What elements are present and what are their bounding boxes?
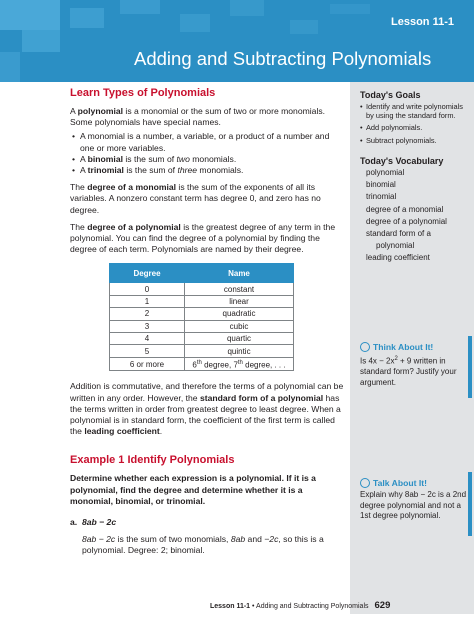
term-degree-monomial: degree of a monomial	[87, 182, 177, 193]
think-title: Think About It!	[373, 342, 434, 352]
table-row	[110, 345, 294, 357]
standard-form-text-end: .	[159, 426, 163, 437]
degree-polynomial-paragraph: The degree of a polynomial is the greatest degree of any term in the polynomial. You can find the degree of a polynomial by finding the degree of each term. Polynomials are named by their degree.	[70, 221, 336, 255]
answer-text-2: and	[245, 534, 265, 545]
table-row	[110, 308, 294, 320]
banner-tile	[330, 4, 370, 14]
standard-form-text-2: has the terms written in order from greatest degree to least degree. When a polynomial is in standard form, the coefficient of the first term is called the	[70, 392, 341, 437]
trinomial-emphasis: three	[177, 165, 198, 176]
table-header-degree: Degree	[110, 264, 185, 283]
definition-list	[70, 131, 346, 176]
degree-table	[109, 263, 294, 371]
learn-label: Learn	[70, 87, 100, 99]
vocab-title: Today's Vocabulary	[360, 156, 444, 166]
banner-tile	[180, 14, 210, 32]
vocab-item[interactable]: standard form of a	[366, 229, 431, 239]
banner-tile	[22, 30, 60, 52]
term-standard-form: standard form of a polynomial	[199, 392, 324, 403]
term-leading-coefficient: leading coefficient	[84, 426, 160, 437]
learn-heading	[70, 86, 346, 100]
degree-polynomial-text: is the greatest degree of any term in the polynomial. You can find the degree of a polynomial by finding the degree of each term. Polynomials are named by their degree.	[70, 221, 336, 255]
trinomial-bullet: • A trinomial is the sum of three monomials.	[80, 165, 346, 176]
lesson-number: Lesson 11-1	[391, 16, 454, 28]
answer-text-3: , so this is a polynomial. Degree: 2; binomial.	[82, 534, 324, 556]
name-cell: quartic	[185, 333, 294, 345]
banner-tile	[230, 0, 264, 16]
example-part-a	[70, 517, 346, 528]
table-row	[110, 320, 294, 332]
answer-term-2: −2c	[264, 534, 279, 545]
footer-title: Adding and Subtracting Polynomials	[256, 603, 369, 610]
table-row	[110, 283, 294, 295]
sidebar	[350, 82, 474, 614]
todays-vocabulary	[360, 156, 472, 265]
binomial-text: is the sum of	[123, 153, 177, 164]
standard-form-paragraph	[70, 381, 346, 437]
trinomial-text: is the sum of	[123, 165, 178, 176]
todays-goals	[360, 90, 470, 148]
vocab-item[interactable]: trinomial	[366, 192, 397, 202]
answer-term-1: 8ab	[230, 534, 246, 545]
table-row	[110, 295, 294, 307]
vocab-item[interactable]: degree of a monomial	[366, 204, 444, 214]
vocab-item[interactable]: degree of a polynomial	[366, 216, 447, 226]
degree-cell: 5	[110, 345, 185, 357]
degree-monomial-paragraph: The degree of a monomial is the sum of the exponents of all its variables. A nonzero constant term has degree 0, and zero has no degree.	[70, 182, 321, 215]
vocab-item[interactable]: polynomial	[366, 168, 405, 177]
name-cell: quintic	[185, 345, 294, 357]
goal-item: • Add polynomials.	[366, 123, 470, 132]
degree-cell: 1	[110, 295, 185, 307]
banner-tile	[0, 52, 20, 82]
think-title-row	[360, 342, 468, 352]
monomial-bullet: • A monomial is a number, a variable, or a product of a number and one or more variables.	[80, 131, 346, 153]
example-label: Example 1	[70, 454, 125, 467]
main-content	[70, 86, 346, 557]
goals-list	[360, 102, 470, 145]
example-subtitle: Identify Polynomials	[127, 454, 235, 467]
part-expression: 8ab − 2c	[81, 517, 117, 528]
polynomial-definition-text: is a monomial or the sum of two or more monomials. Some polynomials have special names.	[70, 106, 326, 128]
banner-tile	[120, 0, 160, 14]
binomial-bullet: • A binomial is the sum of two monomials.	[80, 154, 346, 165]
page-title: Adding and Subtracting Polynomials	[134, 48, 432, 69]
standard-form-text: Addition is commutative, and therefore the terms of a polynomial can be written in any order. However, the	[70, 381, 344, 403]
learn-subtitle: Types of Polynomials	[103, 87, 216, 99]
term-binomial: binomial	[87, 153, 123, 164]
banner-tile	[0, 0, 60, 30]
part-label: a.	[70, 517, 78, 528]
think-about-it-box	[354, 336, 472, 398]
speech-bubble-icon	[360, 478, 370, 488]
part-a-answer	[82, 534, 346, 556]
example-heading	[70, 453, 346, 467]
lightbulb-icon	[360, 342, 370, 352]
degree-cell: 2	[110, 308, 185, 320]
name-cell: 6th degree, 7th degree, . . .	[185, 357, 294, 371]
term-polynomial: polynomial	[77, 106, 124, 116]
degree-cell: 0	[110, 283, 185, 295]
name-cell: constant	[185, 283, 294, 295]
trinomial-text-end: monomials.	[197, 165, 244, 176]
table-header-name: Name	[185, 264, 294, 283]
vocab-item[interactable]: binomial	[366, 180, 396, 190]
talk-title-row	[360, 478, 468, 488]
vocab-item[interactable]: polynomial	[376, 241, 415, 251]
polynomial-definition: A polynomial is a monomial or the sum of two or more monomials. Some polynomials have special names.	[70, 106, 326, 128]
banner-tile	[290, 20, 318, 34]
page-number: 629	[374, 600, 391, 611]
term-degree-polynomial: degree of a polynomial	[87, 221, 181, 232]
term-trinomial: trinomial	[87, 165, 124, 176]
footer-lesson: Lesson 11-1	[210, 603, 251, 610]
answer-text: is the sum of two monomials,	[115, 534, 231, 545]
footer-separator: •	[250, 603, 257, 610]
goals-title: Today's Goals	[360, 90, 421, 100]
degree-cell: 3	[110, 320, 185, 332]
binomial-emphasis: two	[176, 153, 190, 164]
page-footer	[210, 600, 452, 611]
degree-monomial-text: is the sum of the exponents of all its variables. A nonzero constant term has degree 0, and zero has no degree.	[70, 182, 321, 215]
vocab-item[interactable]: leading coefficient	[366, 253, 430, 263]
talk-text: Explain why 8ab − 2c is a 2nd degree polynomial and not a 1st degree polynomial.	[360, 490, 467, 521]
goal-item: • Identify and write polynomials by using the standard form.	[366, 102, 470, 120]
goal-item: • Subtract polynomials.	[366, 136, 470, 145]
table-header-row	[110, 264, 294, 283]
header-banner	[0, 0, 474, 82]
degree-cell: 6 or more	[110, 357, 185, 371]
binomial-text-end: monomials.	[189, 153, 237, 164]
table-row	[110, 333, 294, 345]
name-cell: linear	[185, 295, 294, 307]
name-cell: quadratic	[185, 308, 294, 320]
example-prompt: Determine whether each expression is a polynomial. If it is a polynomial, find the degree and determine whether it is a monomial, binomial, or trinomial.	[70, 473, 316, 506]
think-text: Is $4x - 2x^2 + 9$ written in standard form? Justify your argument.	[360, 356, 457, 387]
talk-about-it-box	[354, 472, 472, 536]
table-row	[110, 357, 294, 371]
talk-title: Talk About It!	[373, 478, 427, 488]
answer-expression: 8ab − 2c	[82, 534, 116, 545]
banner-tile	[70, 8, 104, 28]
name-cell: cubic	[185, 320, 294, 332]
degree-cell: 4	[110, 333, 185, 345]
